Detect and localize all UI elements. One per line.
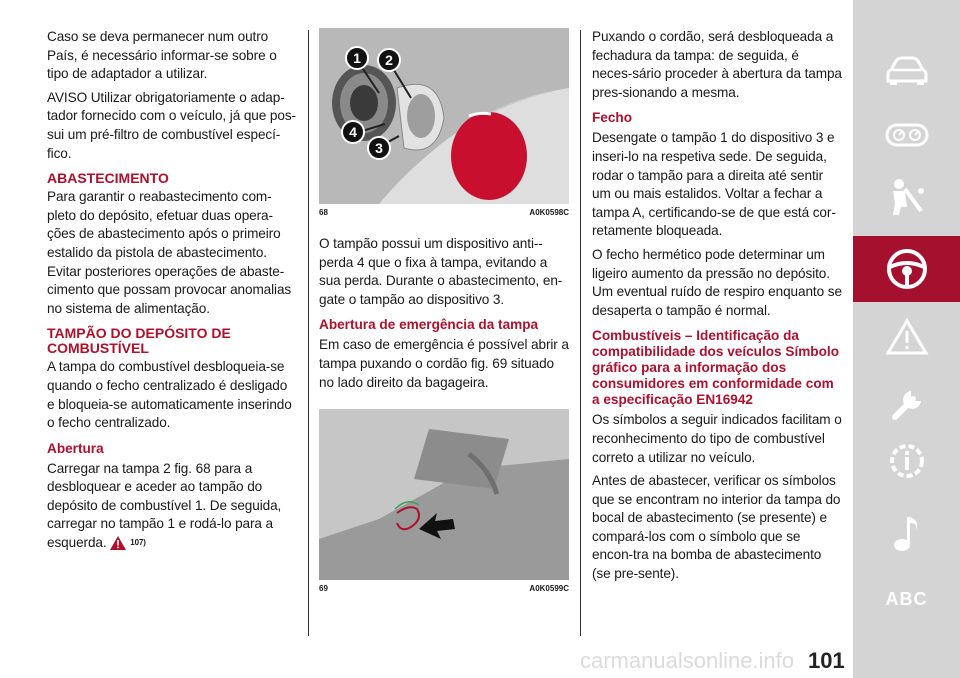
chapter-sidebar (853, 0, 960, 678)
page-number: 101 (808, 648, 845, 673)
paragraph-anti-loss: O tampão possui um dispositivo anti--perda 4 que o fixa à tampa, evitando a sua perda. Durante o abastecimento, en-gate o tampão ao dispositivo 3. (319, 236, 563, 307)
trunk-cord-illustration (319, 409, 569, 580)
callout-3: 3 (375, 140, 383, 156)
paragraph-cord-unlock: Puxando o cordão, será desbloqueada a fechadura da tampa: de seguida, é neces-sário proceder à abertura da tampa pres-sionando a mesma. (592, 29, 842, 100)
figure-68-caption (319, 204, 569, 217)
sidebar-item-driving[interactable] (853, 236, 960, 302)
sidebar-item-car[interactable] (853, 38, 960, 104)
paragraph-opening (47, 460, 297, 553)
watermark: carmanualsonline.info (580, 648, 795, 673)
paragraph-refuelling: Para garantir o reabastecimento com-pleto do depósito, efetuar duas opera-ções de abastecimento após o primeiro estalido da pistola de abastecimento. Evitar posteriores operações de abaste-cimento que possam provocar anomalias no sistema de alimentação. (47, 189, 292, 316)
text-column-1 (47, 28, 297, 558)
paragraph-symbols: Os símbolos a seguir indicados facilitam o reconhecimento do tipo de combustível correto a utilizar no veículo. (592, 412, 842, 465)
figure-69-image (319, 409, 569, 580)
sidebar-item-dashboard[interactable] (853, 102, 960, 168)
warning-triangle-icon (885, 318, 929, 356)
paragraph-adapter-info: Caso se deva permanecer num outro País, é necessário informar-se sobre o tipo de adaptador a utilizar. (47, 29, 277, 82)
heading-abastecimento: ABASTECIMENTO (47, 170, 169, 187)
paragraph-compare-symbols: Antes de abastecer, verificar os símbolos que se encontram no interior da tampa do bocal de abastecimento (se presente) e compará-los com o símbolo que se encon-tra na bomba de abastecimento (se pre-sente). (592, 473, 841, 582)
car-icon (885, 56, 929, 86)
sidebar-item-safety[interactable] (853, 164, 960, 230)
column-divider-2 (580, 30, 581, 636)
settings-info-icon (885, 439, 929, 483)
text-column-2 (319, 28, 569, 611)
figure-69-number: 69 (319, 584, 328, 594)
sidebar-item-technical-data[interactable] (853, 428, 960, 494)
fuel-cap-illustration (319, 28, 569, 204)
figure-68-image (319, 28, 569, 204)
paragraph-adapter-warning: AVISO Utilizar obrigatoriamente o adap-tador fornecido com o veículo, já que pos-sui um pré-filtro de combustível especí-fico. (47, 89, 296, 161)
sidebar-item-multimedia[interactable] (853, 500, 960, 566)
callout-4: 4 (349, 124, 357, 140)
heading-combustiveis: Combustíveis – Identificação da compatibilidade dos veículos Símbolo gráfico para a informação dos consumidores em conformidade com a especificação EN16942 (592, 328, 839, 408)
sidebar-item-maintenance[interactable] (853, 368, 960, 434)
warning-reference[interactable] (110, 534, 146, 553)
warning-triangle-icon (110, 536, 126, 550)
sidebar-item-index[interactable] (853, 566, 960, 632)
paragraph-fuel-flap: A tampa do combustível desbloqueia-se quando o fecho centralizado é desligado e bloqueia-se automaticamente inserindo o fecho centralizado. (47, 359, 292, 431)
figure-68-number: 68 (319, 208, 328, 217)
paragraph-pressure: O fecho hermético pode determinar um ligeiro aumento da pressão no depósito. Um eventual ruído de respiro enquanto se desaperta o tampão é normal. (592, 246, 842, 318)
heading-abertura: Abertura (47, 440, 104, 456)
heading-fecho: Fecho (592, 110, 633, 126)
steering-wheel-icon (885, 247, 929, 291)
dashboard-icon (885, 122, 929, 148)
abc-index-label: ABC (885, 588, 928, 609)
sidebar-item-emergency[interactable] (853, 304, 960, 370)
figure-68-code: A0K0598C (529, 208, 569, 217)
figure-69-caption (319, 580, 569, 593)
text-column-3 (592, 28, 842, 589)
wrench-icon (885, 379, 929, 423)
figure-69-code: A0K0599C (529, 584, 569, 594)
callout-2: 2 (385, 52, 393, 68)
heading-emergencia: Abertura de emergência da tampa (319, 317, 539, 333)
opening-text: Carregar na tampa 2 fig. 68 para a desbloquear e aceder ao tampão do depósito de combustível 1. De seguida, carregar no tampão 1 e rodá-lo para a esquerda. (47, 460, 282, 551)
callout-1: 1 (353, 50, 361, 66)
seat-belt-icon (885, 177, 929, 217)
paragraph-closing: Desengate o tampão 1 do dispositivo 3 e inseri-lo na respetiva sede. De seguida, rodar o tampão para a direita até sentir um ou mais estalidos. Voltar a fechar a tampa A, certificando-se de que está cor-retamente bloqueada. (592, 130, 836, 239)
heading-tampao: TAMPÃO DO DEPÓSITO DE COMBUSTÍVEL (47, 325, 231, 357)
music-note-icon (892, 513, 922, 553)
column-divider-1 (308, 30, 309, 636)
paragraph-emergency-opening: Em caso de emergência é possível abrir a tampa puxando o cordão fig. 69 situado no lado direito da bagageira. (319, 337, 569, 390)
warning-number: 107) (130, 538, 146, 548)
